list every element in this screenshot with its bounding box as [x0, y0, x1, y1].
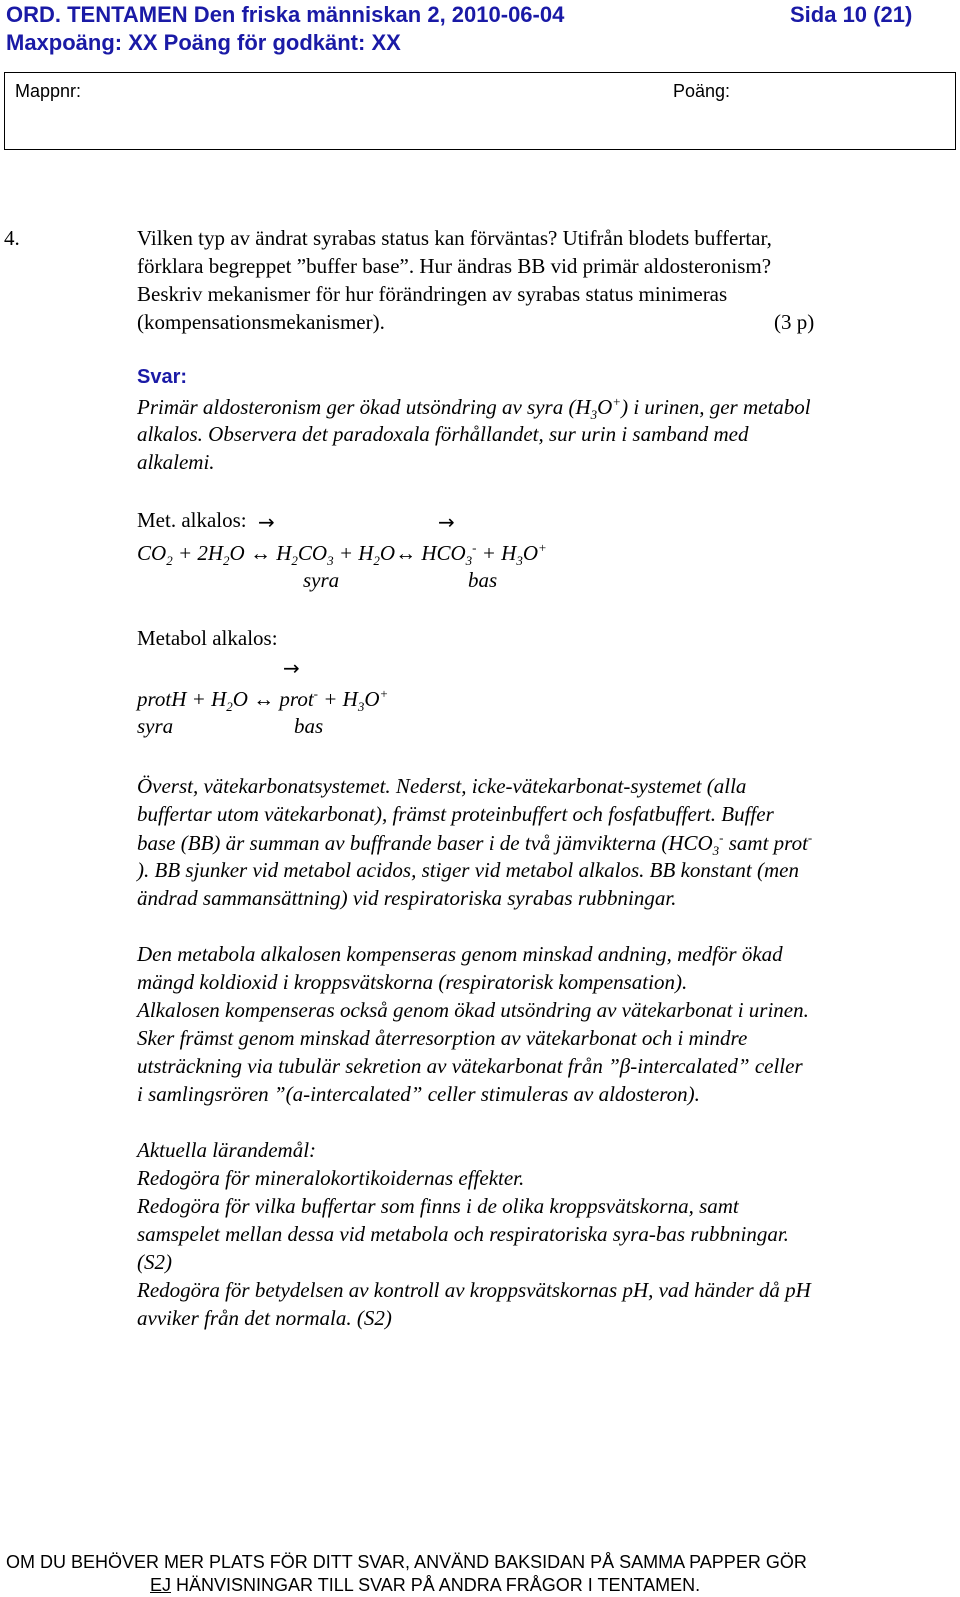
exam-title: ORD. TENTAMEN Den friska människan 2, 2010-06-04	[6, 2, 565, 27]
p2-line-3: Alkalosen kompenseras också genom ökad utsöndring av vätekarbonat i urinen.	[137, 998, 809, 1022]
answer-intro-line-2: alkalos. Observera det paradoxala förhållandet, sur urin i samband med	[137, 422, 749, 446]
footer-line-1: OM DU BEHÖVER MER PLATS FÖR DITT SVAR, ANVÄND BAKSIDAN PÅ SAMMA PAPPER GÖR	[6, 1552, 807, 1572]
p2-line-1: Den metabola alkalosen kompenseras genom minskad andning, medför ökad	[137, 942, 783, 966]
eq1-bas: bas	[468, 568, 498, 592]
right-arrow-icon: →	[258, 510, 275, 534]
p1-line-3: base (BB) är summan av buffrande baser i de två jämvikterna ($HCO_3^-$ samt prot-	[137, 830, 813, 859]
p2-line-4: Sker främst genom minskad återresorption av vätekarbonat och i mindre	[137, 1026, 748, 1050]
eq2-syra: syra	[137, 714, 174, 738]
question-line-1: Vilken typ av ändrat syrabas status kan förväntas? Utifrån blodets buffertar,	[137, 226, 772, 250]
protein-equation: protH + $H_2O$ ↔ prot- + $H_3O^+$	[137, 686, 389, 715]
bicarbonate-equation: $CO_2 + 2H_2O$ ↔ $H_2CO_3$ + $H_2O\leftrightarrow$ $HCO_3^- + H_3O^+$	[137, 540, 547, 569]
beta-symbol: β	[619, 1054, 631, 1078]
question-number: 4.	[4, 226, 20, 250]
question-line-2: förklara begreppet ”buffer base”. Hur ändras BB vid primär aldosteronism?	[137, 254, 772, 278]
goal-line-4: (S2)	[137, 1250, 172, 1274]
metabol-alkalos-label: Metabol alkalos:	[137, 626, 278, 650]
answer-intro-line-3: alkalemi.	[137, 450, 215, 474]
answer-label: Svar:	[137, 366, 188, 388]
p1-line-2: buffertar utom vätekarbonat), främst proteinbuffert och fosfatbuffert. Buffer	[137, 802, 774, 826]
p2-line-2: mängd koldioxid i kroppsvätskorna (respiratorisk kompensation).	[137, 970, 688, 994]
poang-label: Poäng:	[673, 81, 731, 101]
goal-line-3: samspelet mellan dessa vid metabola och respiratoriska syra-bas rubbningar.	[137, 1222, 789, 1246]
p1-line-1: Överst, vätekarbonatsystemet. Nederst, icke-vätekarbonat-systemet (alla	[137, 774, 747, 798]
right-arrow-icon: →	[438, 510, 455, 534]
goal-line-6: avviker från det normala. (S2)	[137, 1306, 392, 1330]
goals-label: Aktuella lärandemål:	[137, 1138, 317, 1162]
equilibrium-arrow-icon: ↔	[395, 541, 417, 565]
page-number: Sida 10 (21)	[790, 2, 913, 27]
goal-line-1: Redogöra för mineralokortikoidernas effekter.	[137, 1166, 525, 1190]
met-alkalos-label: Met. alkalos:	[137, 508, 247, 532]
right-arrow-icon: →	[283, 656, 300, 680]
p2-line-5: utsträckning via tubulär sekretion av vätekarbonat från ”β-intercalated” celler	[137, 1054, 803, 1078]
footer-line-2: EJ HÄNVISNINGAR TILL SVAR PÅ ANDRA FRÅGOR I TENTAMEN.	[150, 1575, 701, 1595]
eq2-bas: bas	[294, 714, 324, 738]
eq1-syra: syra	[303, 568, 340, 592]
equilibrium-arrow-icon: ↔	[249, 541, 271, 565]
mappnr-box	[4, 72, 956, 150]
equilibrium-arrow-icon: ↔	[253, 687, 275, 711]
goal-line-5: Redogöra för betydelsen av kontroll av kroppsvätskornas pH, vad händer då pH	[137, 1278, 811, 1302]
p1-line-4: ). BB sjunker vid metabol acidos, stiger vid metabol alkalos. BB konstant (men	[137, 858, 799, 882]
answer-intro-line-1: Primär aldosteronism ger ökad utsöndring av syra $(H_3O^+)$ i urinen, ger metabol	[137, 394, 811, 423]
points-line: Maxpoäng: XX Poäng för godkänt: XX	[6, 30, 401, 55]
goal-line-2: Redogöra för vilka buffertar som finns i de olika kroppsvätskorna, samt	[137, 1194, 739, 1218]
mappnr-label: Mappnr:	[15, 81, 82, 101]
p2-line-6: i samlingsrören ”(a-intercalated” celler stimuleras av aldosteron).	[137, 1082, 700, 1106]
question-line-3: Beskriv mekanismer för hur förändringen av syrabas status minimeras	[137, 282, 728, 306]
p1-line-5: ändrad sammansättning) vid respiratoriska syrabas rubbningar.	[137, 886, 677, 910]
question-line-4: (kompensationsmekanismer).	[137, 310, 385, 334]
question-points: (3 p)	[774, 310, 815, 334]
